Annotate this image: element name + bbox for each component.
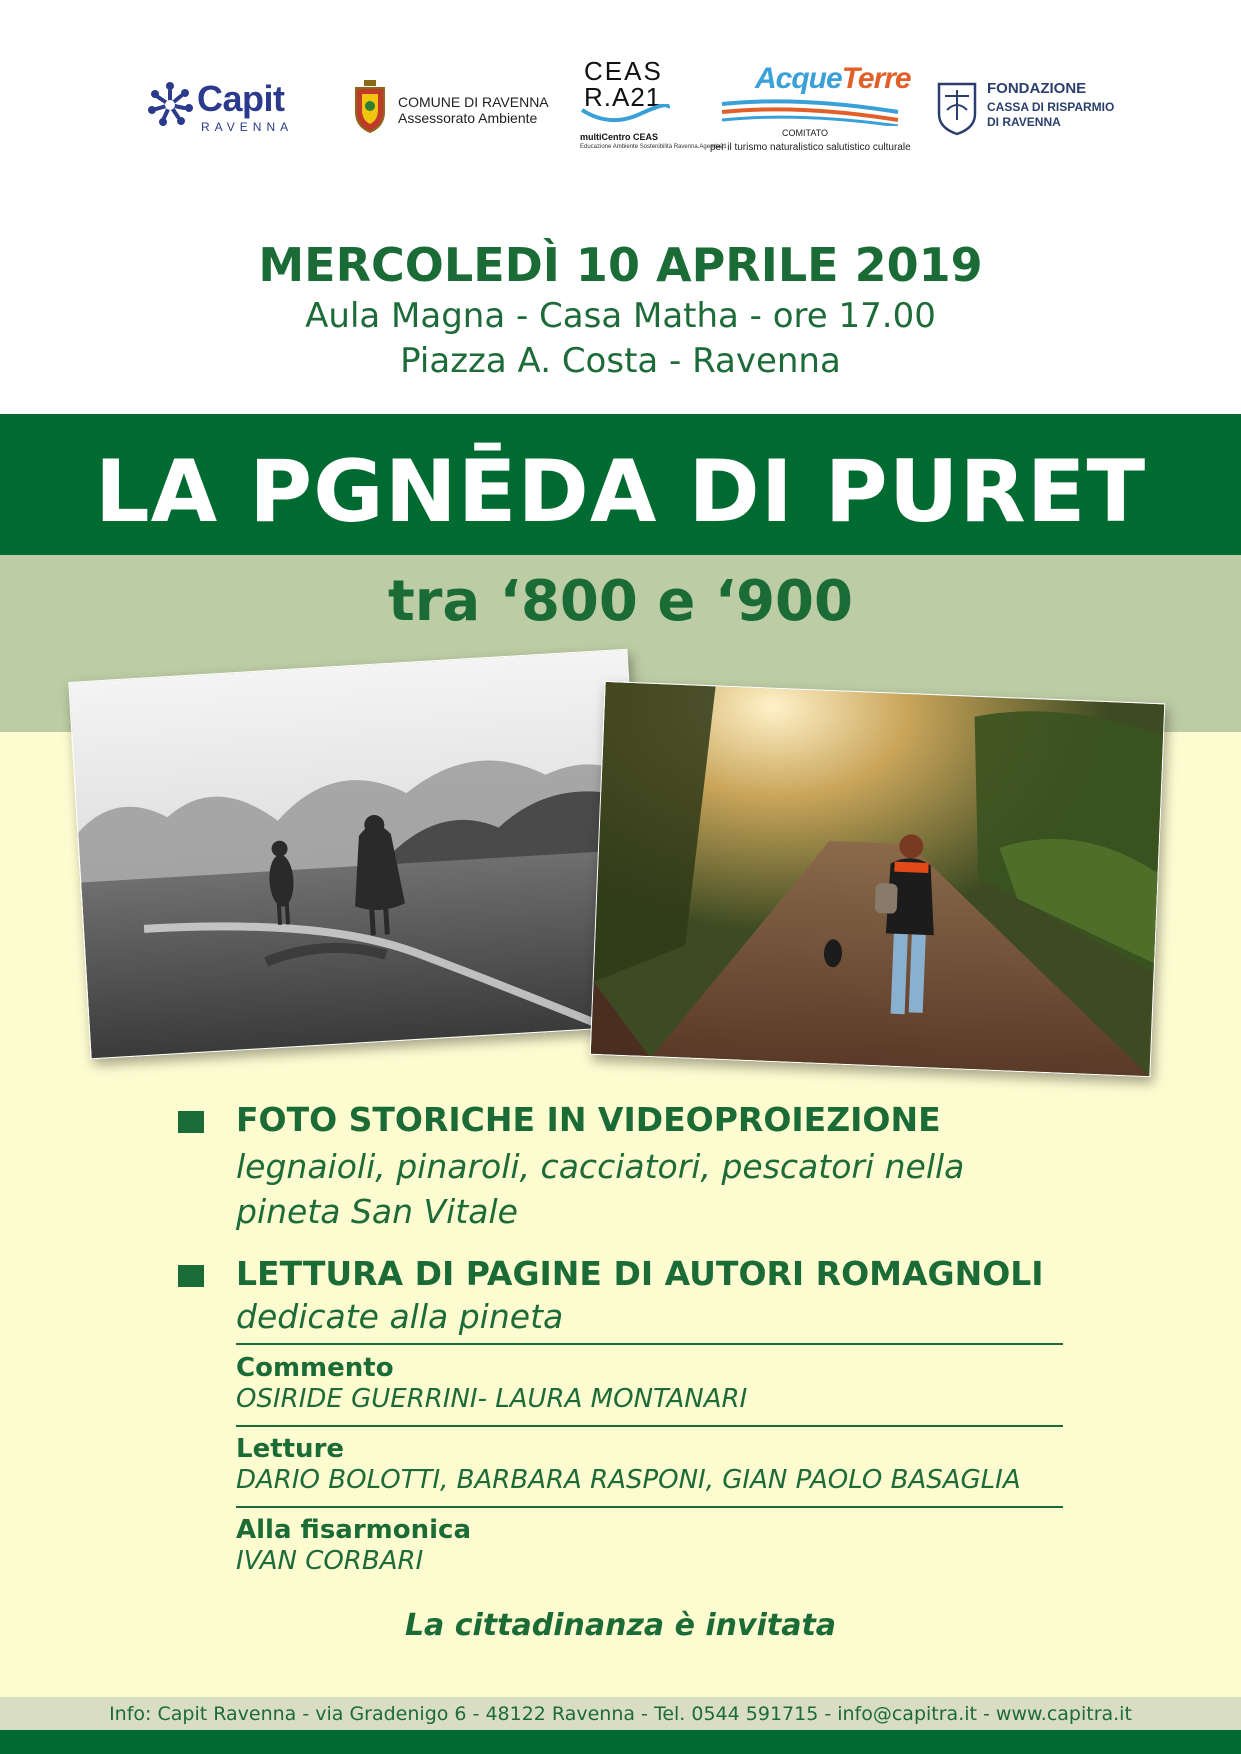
program-item-description: legnaioli, pinaroli, cacciatori, pescatori nella (236, 1147, 965, 1186)
event-venue: Aula Magna - Casa Matha - ore 17.00 (305, 296, 936, 336)
comune-logo (350, 80, 560, 140)
bullet-square (178, 1111, 204, 1133)
sponsor-logos (0, 50, 1241, 170)
footer-bar (0, 1730, 1241, 1754)
ceas-title: CEAS (584, 56, 663, 86)
invitation-text: La cittadinanza è invitata (404, 1608, 837, 1643)
divider (236, 1506, 1063, 1508)
credit-label: Letture (236, 1434, 345, 1464)
fondazione-logo (935, 80, 1135, 140)
event-date: MERCOLEDÌ 10 APRILE 2019 (258, 238, 983, 292)
bullet-square (178, 1265, 204, 1287)
page-subtitle: tra ‘800 e ‘900 (388, 569, 853, 634)
terre-word: Terre (841, 62, 911, 95)
divider (236, 1343, 1063, 1345)
acqueterre-tagline: per il turismo naturalistico salutistico culturale (710, 142, 911, 153)
comune-name: COMUNE DI RAVENNA (398, 94, 549, 110)
fondazione-shield-icon (935, 80, 979, 136)
ceas-subtitle: R.A21 (584, 82, 662, 112)
modern-photo (590, 681, 1166, 1077)
historic-photo (68, 649, 649, 1060)
acqueterre-committee: COMITATO (782, 128, 828, 138)
footer (0, 1697, 1241, 1730)
capit-logo (145, 78, 305, 138)
ceas-logo (576, 56, 727, 156)
footer-info: Info: Capit Ravenna - via Gradenigo 6 - 48122 Ravenna - Tel. 0544 591715 - info@capitra.it - www.capitra.it (109, 1703, 1132, 1725)
event-place: Piazza A. Costa - Ravenna (400, 341, 841, 381)
fondazione-line3: DI RAVENNA (987, 115, 1061, 129)
comune-department: Assessorato Ambiente (398, 110, 538, 126)
capit-name: Capit (197, 78, 285, 119)
program-item-description: dedicate alla pineta (236, 1297, 564, 1336)
acqueterre-logo (710, 62, 910, 162)
page-title: LA PGNĒDA DI PURET (94, 442, 1147, 542)
ceas-description: Educazione Ambiente Sostenibilità Ravenna.Agenda21 (580, 144, 727, 150)
divider (236, 1425, 1063, 1427)
acqueterre-title (755, 62, 911, 96)
capit-subtitle: RAVENNA (201, 120, 294, 134)
credit-names: OSIRIDE GUERRINI- LAURA MONTANARI (236, 1384, 748, 1414)
credit-names: DARIO BOLOTTI, BARBARA RASPONI, GIAN PAOLO BASAGLIA (236, 1465, 1021, 1495)
ceas-caption: multiCentro CEAS (580, 132, 659, 142)
capit-emblem-icon (145, 80, 195, 130)
credit-names: IVAN CORBARI (236, 1546, 424, 1576)
acque-word: Acque (755, 62, 842, 95)
acqueterre-stripes-icon (720, 98, 900, 126)
program-item-heading: LETTURA DI PAGINE DI AUTORI ROMAGNOLI (236, 1254, 1044, 1293)
coat-of-arms-icon (350, 80, 390, 134)
program-item-heading: FOTO STORICHE IN VIDEOPROIEZIONE (236, 1100, 941, 1139)
program-item-description: pineta San Vitale (236, 1192, 518, 1231)
fondazione-line2: CASSA DI RISPARMIO (987, 100, 1115, 114)
credit-label: Commento (236, 1353, 394, 1383)
title-banner (0, 414, 1241, 555)
ceas-wave-icon (580, 104, 670, 128)
credit-label: Alla fisarmonica (236, 1515, 471, 1545)
fondazione-title: FONDAZIONE (987, 80, 1087, 97)
